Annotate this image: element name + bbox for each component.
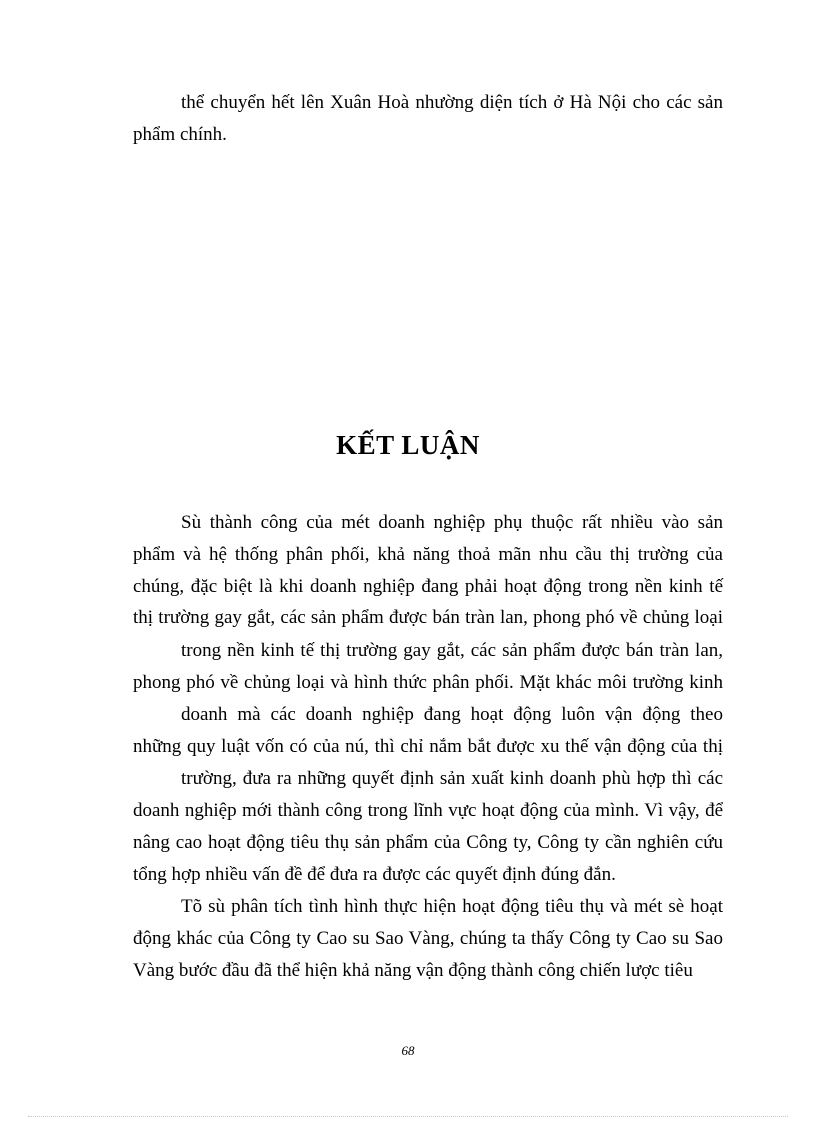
body-line: Tõ sù phân tích tình hình thực hiện hoạt động tiêu thụ và mét sè hoạt [181,896,723,917]
body-line: chúng, đặc biệt là khi doanh nghiệp đang phải hoạt động trong nền kinh tế [133,576,723,597]
page-number: 68 [401,1043,415,1058]
body-line: phong phó về chủng loại và hình thức phân phối. Mặt khác môi trường kinh [133,672,723,693]
section-heading: KẾT LUẬN [336,430,480,460]
intro-line-2: phẩm chính. [133,124,227,145]
body-line: phẩm và hệ thống phân phối, khả năng thoả mãn nhu cầu thị trường của [133,544,723,565]
body-line: doanh mà các doanh nghiệp đang hoạt động luôn vận động theo [181,704,723,725]
body-line: tổng hợp nhiều vấn đề để đưa ra được các quyết định đúng đắn. [133,864,616,885]
page-bottom-border [28,1116,788,1117]
body-line: động khác của Công ty Cao su Sao Vàng, chúng ta thấy Công ty Cao su Sao [133,928,723,949]
body-line: Vàng bước đầu đã thể hiện khả năng vận động thành công chiến lược tiêu [133,960,693,981]
intro-line-1: thể chuyển hết lên Xuân Hoà nhường diện tích ở Hà Nội cho các sản [181,92,723,113]
body-line: nâng cao hoạt động tiêu thụ sản phẩm của Công ty, Công ty cần nghiên cứu [133,832,723,853]
body-line: trong nền kinh tế thị trường gay gắt, các sản phẩm được bán tràn lan, [181,640,723,661]
body-line: trường, đưa ra những quyết định sản xuất kinh doanh phù hợp thì các [181,768,723,789]
body-line: những quy luật vốn có của nú, thì chỉ nắm bắt được xu thế vận động của thị [133,736,723,757]
body-line: doanh nghiệp mới thành công trong lĩnh vực hoạt động của mình. Vì vậy, để [133,800,723,821]
body-line: Sù thành công của mét doanh nghiệp phụ thuộc rất nhiều vào sản [181,512,723,533]
body-line: thị trường gay gắt, các sản phẩm được bán tràn lan, phong phó về chủng loại [133,607,723,628]
